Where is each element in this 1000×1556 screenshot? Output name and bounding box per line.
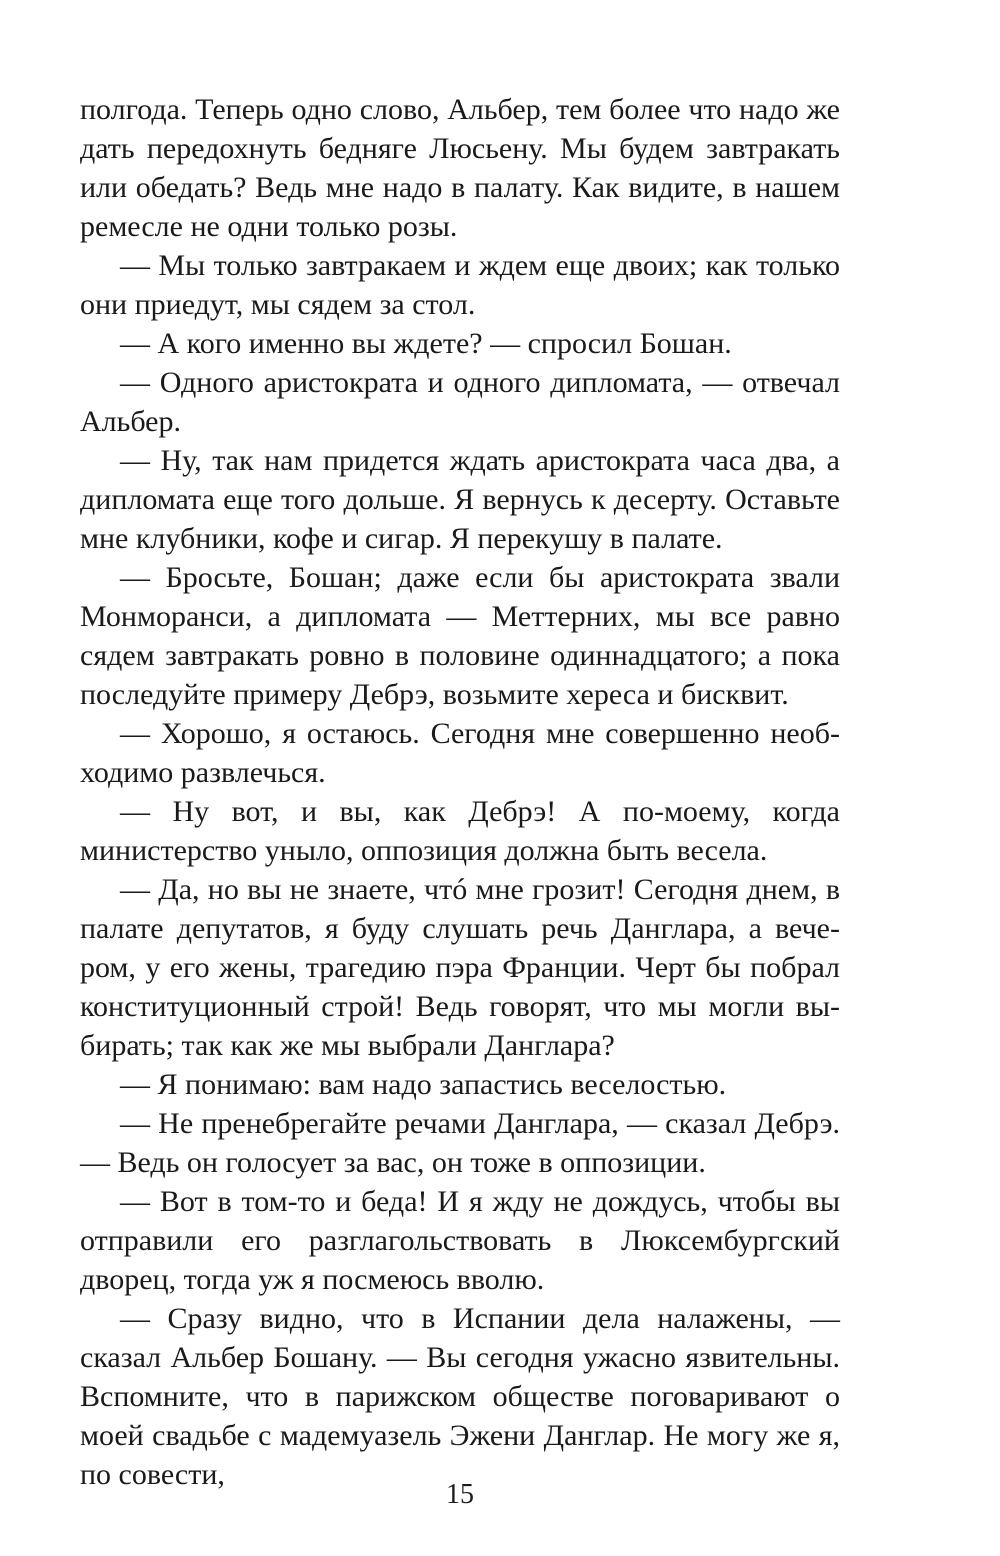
paragraph: — Мы только завтракаем и ждем еще двоих; как только они приедут, мы сядем за стол. bbox=[80, 249, 840, 321]
paragraph: — Я понимаю: вам надо запастись веселостью. bbox=[120, 1068, 727, 1101]
paragraph-continuation: полгода. Теперь одно слово, Альбер, тем более что надо же дать передохнуть бедняге Люсьену. Мы будем завтракать или обедать? Ведь мне надо в палату. Как видите, в нашем ремесле не одни только розы. bbox=[80, 93, 840, 243]
paragraph: — Бросьте, Бошан; даже если бы аристократа звали Монморанси, а дипломата — Меттерних, мы все равно сядем завтракать ровно в половине одиннадцатого; а пока последуйте примеру Дебрэ, возьмите хереса и бисквит. bbox=[80, 561, 840, 711]
paragraph: — Ну, так нам придется ждать аристократа часа два, а дипломата еще того дольше. Я вернусь к десерту. Оставьте мне клубники, кофе и сигар. Я перекушу в палате. bbox=[80, 444, 840, 555]
paragraph: — Одного аристократа и одного дипломата, — отвечал Альбер. bbox=[80, 366, 840, 438]
page-number: 15 bbox=[446, 1479, 474, 1510]
paragraph: — А кого именно вы ждете? — спросил Бошан. bbox=[120, 327, 732, 360]
paragraph: — Да, но вы не знаете, чтó мне грозит! Сегодня днем, в палате депутатов, я буду слушать речь Данглара, а вечером, у его жены, трагедию пэра Франции. Черт бы побрал конституционный строй! Ведь говорят, что мы могли выбирать; так как же мы выбрали Данглара? bbox=[80, 873, 840, 1062]
paragraph: — Хорошо, я остаюсь. Сегодня мне совершенно необходимо развлечься. bbox=[80, 717, 840, 789]
paragraph: — Не пренебрегайте речами Данглара, — сказал Дебрэ. — Ведь он голосует за вас, он тоже в оппозиции. bbox=[80, 1107, 840, 1179]
paragraph: — Вот в том-то и беда! И я жду не дождусь, чтобы вы отправили его разглагольствовать в Люксембургский дворец, тогда уж я посмеюсь вволю. bbox=[80, 1185, 840, 1296]
paragraph: — Ну вот, и вы, как Дебрэ! А по-моему, когда министерство уныло, оппозиция должна быть весела. bbox=[80, 795, 840, 867]
page-text bbox=[80, 90, 840, 1494]
paragraph: — Сразу видно, что в Испании дела налажены, — сказал Альбер Бошану. — Вы сегодня ужасно язвительны. Вспомните, что в парижском обществе поговаривают о моей свадьбе с мадемуазель Эжени Данглар. Не могу же я, по совести, bbox=[80, 1302, 840, 1491]
